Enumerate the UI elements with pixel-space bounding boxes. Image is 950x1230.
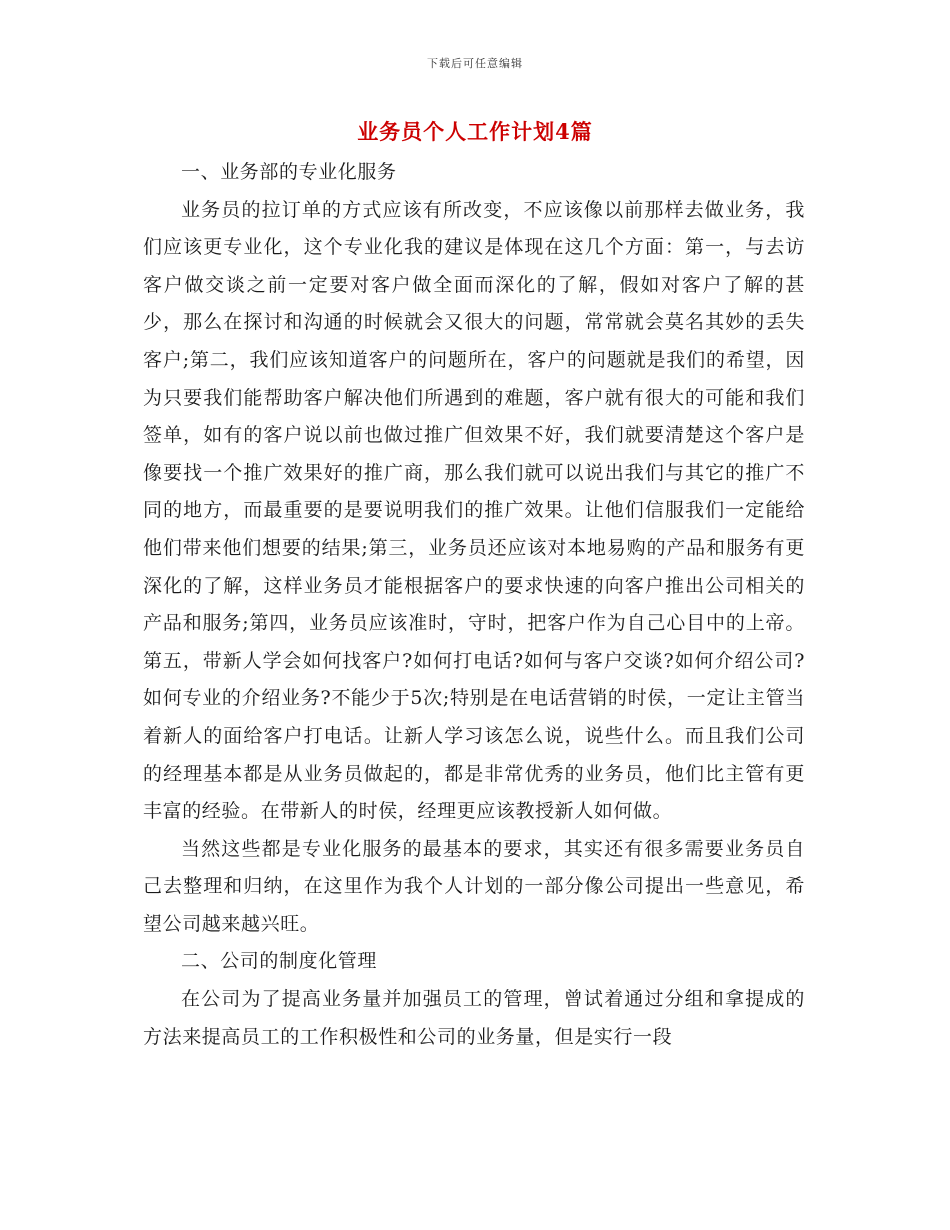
paragraph-2: 当然这些都是专业化服务的最基本的要求，其实还有很多需要业务员自己去整理和归纳，在这里作为我个人计划的一部分像公司提出一些意见，希望公司越来越兴旺。 — [143, 837, 805, 935]
document-title: 业务员个人工作计划4篇 — [357, 119, 593, 144]
section-heading-2: 二、公司的制度化管理 — [181, 950, 378, 973]
paragraph-1: 业务员的拉订单的方式应该有所改变，不应该像以前那样去做业务，我们应该更专业化，这个专业化我的建议是体现在这几个方面：第一，与去访客户做交谈之前一定要对客户做全面而深化的了解，假如对客户了解的甚少，那么在探讨和沟通的时候就会又很大的问题，常常就会莫名其妙的丢失客户;第二，我们应该知道客户的问题所在，客户的问题就是我们的希望，因为只要我们能帮助客户解决他们所遇到的难题，客户就有很大的可能和我们签单，如有的客户说以前也做过推广但效果不好，我们就要清楚这个客户是像要找一个推广效果好的推广商，那么我们就可以说出我们与其它的推广不同的地方，而最重要的是要说明我们的推广效果。让他们信服我们一定能给他们带来他们想要的结果;第三，业务员还应该对本地易购的产品和服务有更深化的了解，这样业务员才能根据客户的要求快速的向客户推出公司相关的产品和服务;第四，业务员应该准时，守时，把客户作为自己心目中的上帝。第五，带新人学会如何找客户?如何打电话?如何与客户交谈?如何介绍公司?如何专业的介绍业务?不能少于5次;特别是在电话营销的时侯，一定让主管当着新人的面给客户打电话。让新人学习该怎么说，说些什么。而且我们公司的经理基本都是从业务员做起的，都是非常优秀的业务员，他们比主管有更丰富的经验。在带新人的时侯，经理更应该教授新人如何做。 — [143, 198, 805, 823]
document-body — [143, 154, 805, 1056]
section-heading-1: 一、业务部的专业化服务 — [181, 161, 397, 183]
paragraph-3: 在公司为了提高业务量并加强员工的管理，曾试着通过分组和拿提成的方法来提高员工的工作积极性和公司的业务量，但是实行一段 — [143, 988, 805, 1048]
page-header-note: 下载后可任意编辑 — [427, 57, 523, 70]
